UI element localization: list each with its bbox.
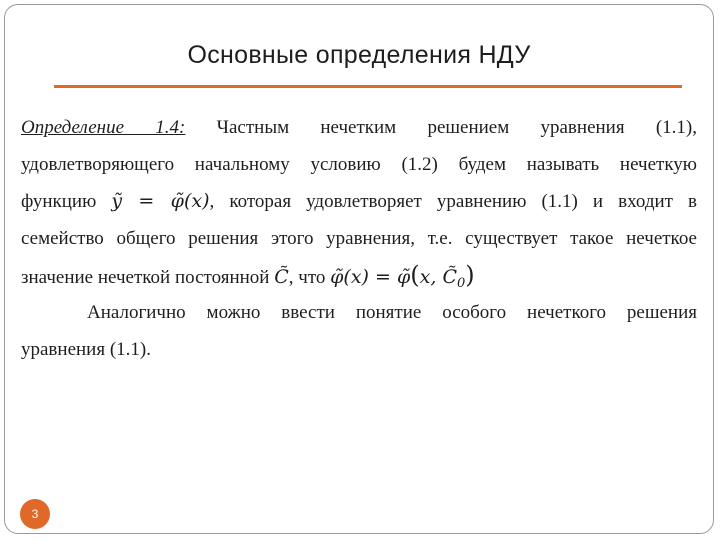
title-underline (54, 85, 682, 88)
body-line-7: уравнения (1.1). (21, 339, 151, 360)
body-line-5 (21, 257, 697, 294)
definition-body (21, 109, 697, 368)
definition-label: Определение 1.4: (21, 117, 186, 138)
formula-close-paren: ) (465, 261, 475, 289)
slide-title: Основные определения НДУ (187, 41, 531, 69)
slide-frame (4, 4, 714, 534)
formula-subscript: 0 (457, 276, 466, 291)
formula-open-paren: ( (410, 261, 420, 289)
formula-lhs: φ̃(x) = φ̃ (330, 266, 411, 288)
body-line-3-pre: функцию (21, 191, 112, 212)
body-line-5-pre: значение нечеткой постоянной (21, 267, 275, 288)
body-line-5-mid: , что (288, 267, 331, 288)
formula-args: x, C̃ (419, 266, 457, 288)
body-line-1 (21, 109, 697, 146)
body-line-3 (21, 183, 697, 220)
body-line-4: семейство общего решения этого уравнения, т.е. существует такое нечеткое (21, 228, 697, 249)
formula-fuzzy-solution: ỹ = φ̃(x) (111, 190, 210, 212)
body-line-3-post: , которая удовлетворяет уравнению (1.1) и входит в (209, 191, 697, 212)
fuzzy-constant: C̃ (274, 266, 289, 288)
body-line-6: Аналогично можно ввести понятие особого нечеткого решения (87, 302, 697, 323)
page-number-badge: 3 (20, 499, 50, 529)
formula-particular-solution (330, 261, 475, 291)
body-line-2: удовлетворяющего начальному условию (1.2) будем называть нечеткую (21, 154, 697, 175)
body-line-1-text: Частным нечетким решением уравнения (1.1), (185, 117, 697, 138)
